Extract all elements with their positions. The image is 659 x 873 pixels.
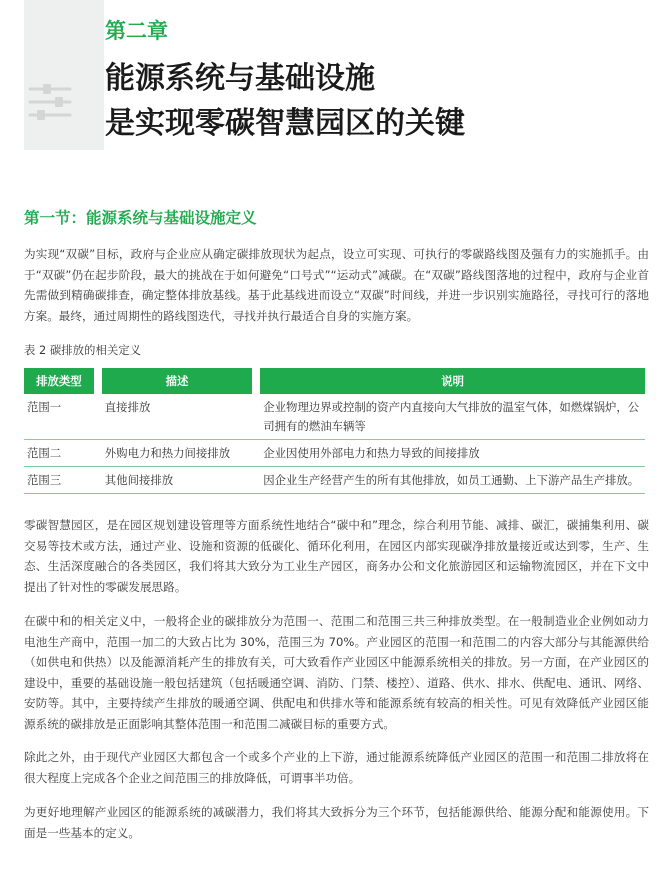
table-header-row xyxy=(24,368,645,394)
cell-note: 企业物理边界或控制的资产内直接向大气排放的温室气体，如燃煤锅炉，公司拥有的燃油车辆等 xyxy=(260,394,645,440)
section-heading: 第一节：能源系统与基础设施定义 xyxy=(24,209,257,227)
cell-desc: 外购电力和热力间接排放 xyxy=(102,440,253,467)
paragraph-scope-definition: 在碳中和的相关定义中，一般将企业的碳排放分为范围一、范围二和范围三共三种排放类型。在一般制造业企业例如动力电池生产商中，范围一加二的大致占比为 30%，范围三为 70%。产业园区的范围一和范围二的内容大部分与其能源供给（如供电和供热）以及能源消耗产生的排放有关，可大致看作产业园区中能源系统相关的排放。另一方面，在产业园区的建设中，重要的基础设施一般包括建筑（包括暖通空调、消防、门禁、楼控）、道路、供水、排水、供配电、通讯、网络、安防等。其中，主要持续产生排放的暖通空调、供配电和供排水等和能源系统有较高的相关性。可见有效降低产业园区能源系统的碳排放是正面影响其整体范围一和范围二减碳目标的重要方式。 xyxy=(24,614,649,731)
header-type: 排放类型 xyxy=(24,368,94,394)
chapter-title xyxy=(105,56,465,146)
cell-type: 范围三 xyxy=(24,467,94,494)
chapter-title-line-1: 能源系统与基础设施 xyxy=(105,61,375,96)
table-row xyxy=(24,467,645,494)
chapter-side-block xyxy=(24,0,104,150)
cell-type: 范围一 xyxy=(24,394,94,440)
cell-type: 范围二 xyxy=(24,440,94,467)
paragraph-breakdown: 为更好地理解产业园区的能源系统的减碳潜力，我们将其大致拆分为三个环节，包括能源供给、能源分配和能源使用。下面是一些基本的定义。 xyxy=(24,805,649,840)
chapter-label: 第二章 xyxy=(105,19,168,43)
paragraph-intro: 为实现“双碳”目标，政府与企业应从确定碳排放现状为起点，设立可实现、可执行的零碳路线图及强有力的实施抓手。由于“双碳”仍在起步阶段，最大的挑战在于如何避免“口号式”“运动式”减碳。在“双碳”路线图落地的过程中，政府与企业首先需做到精确碳排查，确定整体排放基线。基于此基线进而设立“双碳”时间线，并进一步识别实施路径，寻找可行的落地方案。最终，通过周期性的路线图迭代，寻找并执行最适合自身的实施方案。 xyxy=(24,247,649,323)
paragraph-zero-carbon-park: 零碳智慧园区，是在园区规划建设管理等方面系统性地结合“碳中和”理念，综合利用节能、减排、碳汇，碳捕集利用、碳交易等技术或方法，通过产业、设施和资源的低碳化、循环化利用，在园区内部实现碳净排放量接近或达到零，生产、生态、生活深度融合的各类园区，我们将其大致分为工业生产园区，商务办公和文化旅游园区和运输物流园区，并在下文中提出了针对性的零碳发展思路。 xyxy=(24,518,649,594)
cell-desc: 直接排放 xyxy=(102,394,253,440)
header-note: 说明 xyxy=(260,368,645,394)
table-caption: 表 2 碳排放的相关定义 xyxy=(24,343,142,357)
emission-definition-table xyxy=(24,368,645,494)
table-row xyxy=(24,440,645,467)
cell-note: 企业因使用外部电力和热力导致的间接排放 xyxy=(260,440,645,467)
header-desc: 描述 xyxy=(102,368,253,394)
cell-note: 因企业生产经营产生的所有其他排放，如员工通勤、上下游产品生产排放。 xyxy=(260,467,645,494)
chapter-title-line-2: 是实现零碳智慧园区的关键 xyxy=(105,106,465,141)
sliders-icon xyxy=(28,82,72,122)
table-row xyxy=(24,394,645,440)
paragraph-scope-three: 除此之外，由于现代产业园区大都包含一个或多个产业的上下游，通过能源系统降低产业园区的范围一和范围二排放将在很大程度上完成各个企业之间范围三的排放降低，可谓事半功倍。 xyxy=(24,750,649,785)
cell-desc: 其他间接排放 xyxy=(102,467,253,494)
